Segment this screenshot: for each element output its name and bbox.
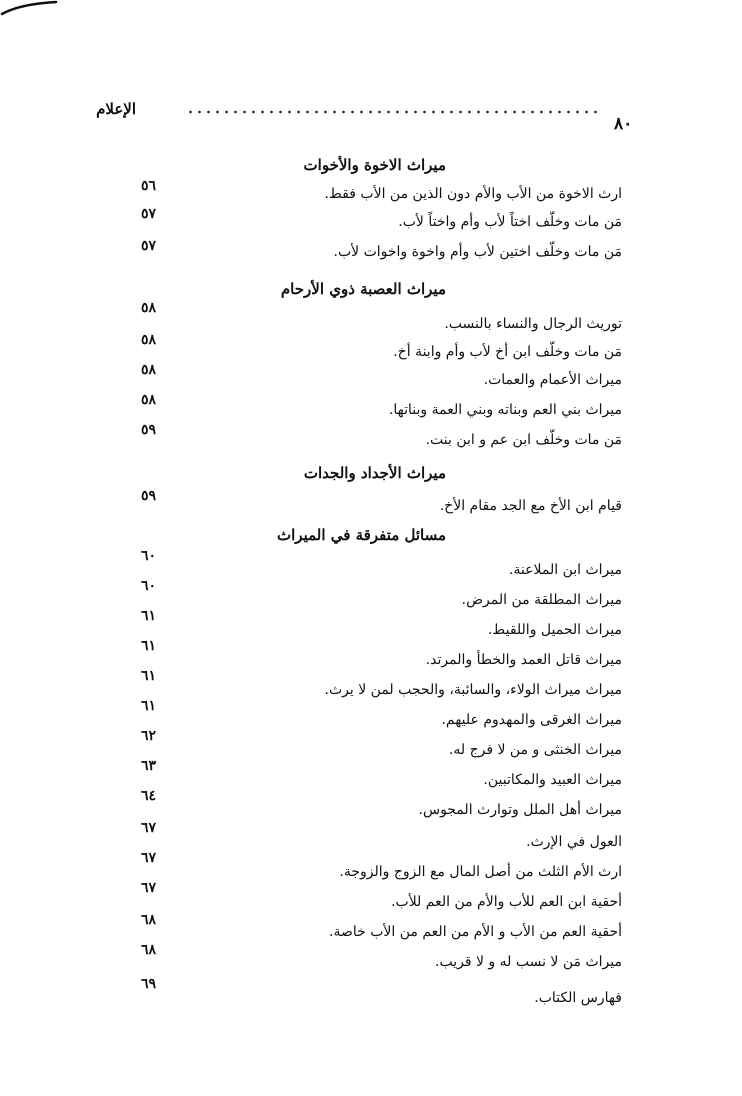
toc-entry-text: مَن مات وخلّف ابن عم و ابن بنت. [425, 432, 622, 448]
toc-page-number: ٦١ [140, 638, 156, 654]
header-book-title: الإعلام [96, 100, 136, 118]
toc-page-number: ٥٨ [140, 362, 156, 378]
toc-entry-text: ميراث بني العم وبناته وبني العمة وبناتها. [388, 402, 622, 418]
toc-entry-text: ميراث العبيد والمكاتبين. [483, 772, 622, 788]
toc-page-number: ٦١ [140, 698, 156, 714]
toc-page-number: ٥٨ [140, 392, 156, 408]
toc-entry-text: ميراث الغرقى والمهدوم عليهم. [441, 712, 622, 728]
toc-page-number: ٥٦ [140, 178, 156, 194]
toc-page-number: ٦٨ [140, 912, 156, 928]
scan-pen-mark [0, 0, 60, 20]
toc-page-number: ٥٩ [140, 488, 156, 504]
toc-page-number: ٥٧ [140, 206, 156, 222]
toc-entry-text: ميراث ابن الملاعنة. [509, 562, 622, 578]
section-heading: ميراث الاخوة والأخوات [303, 156, 446, 174]
toc-page-number: ٦٣ [140, 758, 156, 774]
toc-entry-row [0, 990, 742, 1016]
toc-entry-text: ميراث الحميل واللقيط. [487, 622, 622, 638]
toc-entry-text: مَن مات وخلّف اختاً لأب وأم واختاً لأب. [398, 214, 622, 230]
toc-page-number: ٦٩ [140, 976, 156, 992]
toc-entry-text: العول في الإرث. [526, 834, 622, 850]
toc-entry-text: ميراث أهل الملل وتوارث المجوس. [418, 802, 622, 818]
toc-page-number: ٥٨ [140, 332, 156, 348]
toc-entry-text: ميراث الأعمام والعمات. [483, 372, 622, 388]
toc-page-number: ٥٨ [140, 300, 156, 316]
toc-entry-text: ميراث مَن لا نسب له و لا قريب. [435, 954, 622, 970]
toc-page-number: ٥٧ [140, 238, 156, 254]
toc-entry-text: فهارس الكتاب. [534, 990, 622, 1006]
toc-page-number: ٦١ [140, 668, 156, 684]
toc-entry-text: قيام ابن الأخ مع الجد مقام الأخ. [439, 498, 622, 514]
toc-page-number: ٦٧ [140, 820, 156, 836]
section-heading: ميراث العصبة ذوي الأرحام [280, 280, 446, 298]
toc-entry-text: ميراث ميراث الولاء، والسائبة، والحجب لمن لا يرث. [324, 682, 622, 698]
toc-page-number: ٦٧ [140, 880, 156, 896]
toc-page-number: ٦٨ [140, 942, 156, 958]
toc-page-number: ٦٧ [140, 850, 156, 866]
toc-entry-text: ميراث المطلقة من المرض. [461, 592, 622, 608]
header-dot-leader [186, 108, 600, 116]
toc-entry-text: ميراث الخنثى و من لا فرج له. [448, 742, 622, 758]
toc-page-number: ٦٠ [140, 548, 156, 564]
toc-entry-text: ارث الاخوة من الأب والأم دون الذين من الأب فقط. [324, 186, 622, 202]
header-page-number: ٨٠ [614, 114, 633, 134]
section-heading-row [0, 464, 742, 490]
toc-entry-text: توريث الرجال والنساء بالنسب. [444, 316, 622, 332]
toc-page-number: ٦٢ [140, 728, 156, 744]
toc-page-number: ٦٠ [140, 578, 156, 594]
toc-page-number: ٦٤ [140, 788, 156, 804]
toc-page-number: ٦١ [140, 608, 156, 624]
toc-page-number: ٥٩ [140, 422, 156, 438]
toc-entry-text: ميراث قاتل العمد والخطأ والمرتد. [425, 652, 622, 668]
toc-entry-text: مَن مات وخلّف اختين لأب وأم واخوة واخوات لأب. [333, 244, 622, 260]
toc-entry-text: ارث الأم الثلث من أصل المال مع الزوج والزوجة. [339, 864, 622, 880]
toc-entry-text: أحقية ابن العم للأب والأم من العم للأب. [391, 894, 622, 910]
page-header [0, 96, 742, 136]
section-heading: ميراث الأجداد والجدات [303, 464, 446, 482]
section-heading: مسائل متفرقة في الميراث [277, 526, 446, 544]
toc-entry-text: أحقية العم من الأب و الأم من العم من الأب خاصة. [329, 924, 622, 940]
toc-entry-text: مَن مات وخلّف ابن أخ لأب وأم وابنة أخ. [393, 344, 622, 360]
